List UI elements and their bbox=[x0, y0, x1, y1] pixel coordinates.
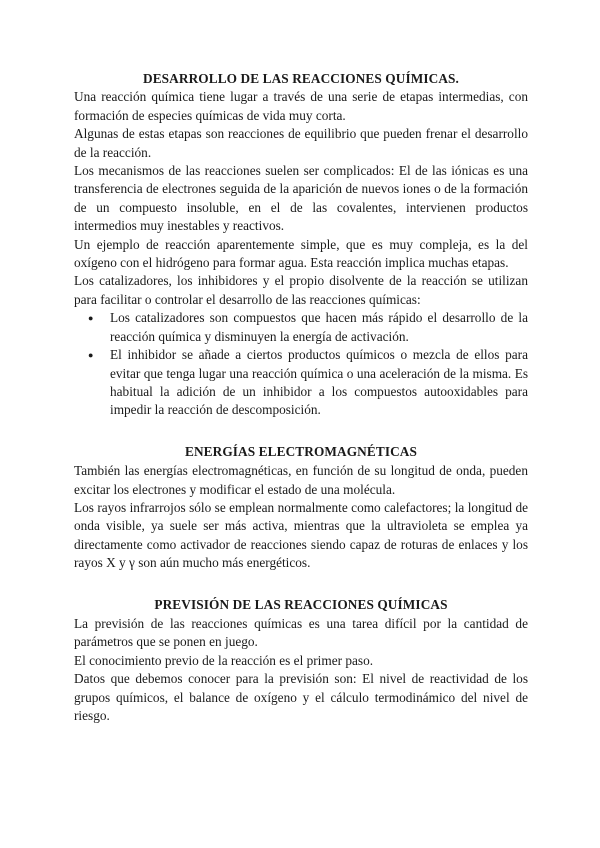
paragraph: Los mecanismos de las reacciones suelen ser complicados: El de las iónicas es una transferencia de electrones seguida de la aparición de nuevos iones o de la formación de un compuesto insoluble, en el de las covalentes, intervienen productos intermedios muy inestables y reactivos. bbox=[74, 163, 528, 234]
bullet-icon: ● bbox=[88, 350, 94, 361]
paragraph: Una reacción química tiene lugar a través de una serie de etapas intermedias, con formación de especies químicas de vida muy corta. bbox=[74, 89, 528, 123]
list-item-text: El inhibidor se añade a ciertos productos químicos o mezcla de ellos para evitar que tenga lugar una reacción química o una aceleración de la misma. Es habitual la adición de un inhibidor a los compuestos autooxidables para impedir la reacción de descomposición. bbox=[110, 347, 528, 418]
bullet-list bbox=[74, 309, 528, 419]
section-title-prevision: PREVISIÓN DE LAS REACCIONES QUÍMICAS bbox=[154, 596, 448, 612]
paragraph: Un ejemplo de reacción aparentemente simple, que es muy compleja, es la del oxígeno con el hidrógeno para formar agua. Esta reacción implica muchas etapas. bbox=[74, 236, 528, 271]
section-title-desarrollo: DESARROLLO DE LAS REACCIONES QUÍMICAS. bbox=[143, 71, 459, 86]
list-item bbox=[88, 346, 528, 420]
section-title-energias: ENERGÍAS ELECTROMAGNÉTICAS bbox=[184, 443, 418, 459]
paragraph: El conocimiento previo de la reacción es el primer paso. bbox=[74, 652, 374, 668]
list-item-text: Los catalizadores son compuestos que hacen más rápido el desarrollo de la reacción química y disminuyen la energía de activación. bbox=[110, 310, 528, 344]
bullet-icon: ● bbox=[88, 313, 94, 324]
document-body bbox=[74, 70, 528, 725]
list-item bbox=[88, 309, 528, 346]
paragraph: Los catalizadores, los inhibidores y el propio disolvente de la reacción se utilizan para facilitar o controlar el desarrollo de las reacciones químicas: bbox=[74, 273, 528, 307]
paragraph: La previsión de las reacciones químicas es una tarea difícil por la cantidad de parámetros que se ponen en juego. bbox=[74, 615, 528, 650]
paragraph: Los rayos infrarrojos sólo se emplean normalmente como calefactores; la longitud de onda visible, ya suele ser más activa, mientras que la ultravioleta se emplea ya directamente como activador de reacciones siendo capaz de roturas de enlaces y los rayos X y γ son aún mucho más energéticos. bbox=[74, 499, 528, 571]
paragraph: Datos que debemos conocer para la previsión son: El nivel de reactividad de los grupos químicos, el balance de oxígeno y el cálculo termodinámico del nivel de riesgo. bbox=[74, 671, 528, 723]
paragraph: También las energías electromagnéticas, en función de su longitud de onda, pueden excitar los electrones y modificar el estado de una molécula. bbox=[74, 463, 528, 497]
paragraph: Algunas de estas etapas son reacciones de equilibrio que pueden frenar el desarrollo de la reacción. bbox=[74, 126, 528, 160]
